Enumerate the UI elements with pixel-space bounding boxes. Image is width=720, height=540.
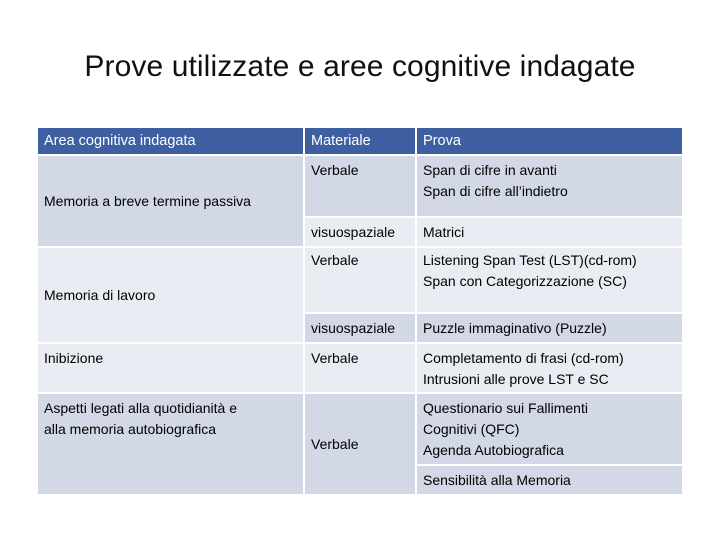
prova-cell bbox=[417, 218, 682, 246]
prova-line: Span di cifre all’indietro bbox=[423, 183, 568, 199]
area-cell: Memoria di lavoro bbox=[38, 248, 303, 342]
materiale-cell: Verbale bbox=[305, 248, 415, 312]
header-area: Area cognitiva indagata bbox=[38, 128, 303, 154]
table-row bbox=[38, 394, 682, 464]
page-title: Prove utilizzate e aree cognitive indagate bbox=[84, 50, 636, 83]
materiale-cell: Verbale bbox=[305, 344, 415, 392]
prova-line: Completamento di frasi (cd-rom) bbox=[423, 350, 624, 366]
prova-cell bbox=[417, 466, 682, 494]
materiale-cell: visuospaziale bbox=[305, 218, 415, 246]
materiale-cell: Verbale bbox=[305, 156, 415, 216]
prova-cell bbox=[417, 314, 682, 342]
prova-line: Puzzle immaginativo (Puzzle) bbox=[423, 319, 607, 336]
prova-line: Listening Span Test (LST)(cd-rom) bbox=[423, 252, 637, 268]
area-line: alla memoria autobiografica bbox=[44, 421, 216, 437]
prova-line: Span con Categorizzazione (SC) bbox=[423, 273, 627, 289]
table-row bbox=[38, 344, 682, 392]
prova-line: Questionario sui Fallimenti bbox=[423, 400, 588, 416]
table-row bbox=[38, 248, 682, 312]
area-cell: Memoria a breve termine passiva bbox=[38, 156, 303, 246]
prova-line: Cognitivi (QFC) bbox=[423, 421, 520, 437]
cognitive-areas-table bbox=[36, 126, 684, 496]
prova-line: Matrici bbox=[423, 223, 465, 240]
materiale-cell: visuospaziale bbox=[305, 314, 415, 342]
prova-line: Span di cifre in avanti bbox=[423, 162, 557, 178]
prova-line: Intrusioni alle prove LST e SC bbox=[423, 371, 609, 387]
header-prova: Prova bbox=[417, 128, 682, 154]
prova-cell bbox=[417, 156, 682, 216]
table-row bbox=[38, 156, 682, 216]
area-cell: Inibizione bbox=[38, 344, 303, 392]
area-line: Aspetti legati alla quotidianità e bbox=[44, 400, 238, 416]
prova-line: Sensibilità alla Memoria bbox=[423, 471, 571, 488]
prova-line: Agenda Autobiografica bbox=[423, 442, 564, 458]
area-cell bbox=[38, 394, 303, 494]
table-header-row bbox=[38, 128, 682, 154]
prova-cell bbox=[417, 394, 682, 464]
prova-cell bbox=[417, 344, 682, 392]
prova-cell bbox=[417, 248, 682, 312]
header-materiale: Materiale bbox=[305, 128, 415, 154]
materiale-cell: Verbale bbox=[305, 394, 415, 494]
